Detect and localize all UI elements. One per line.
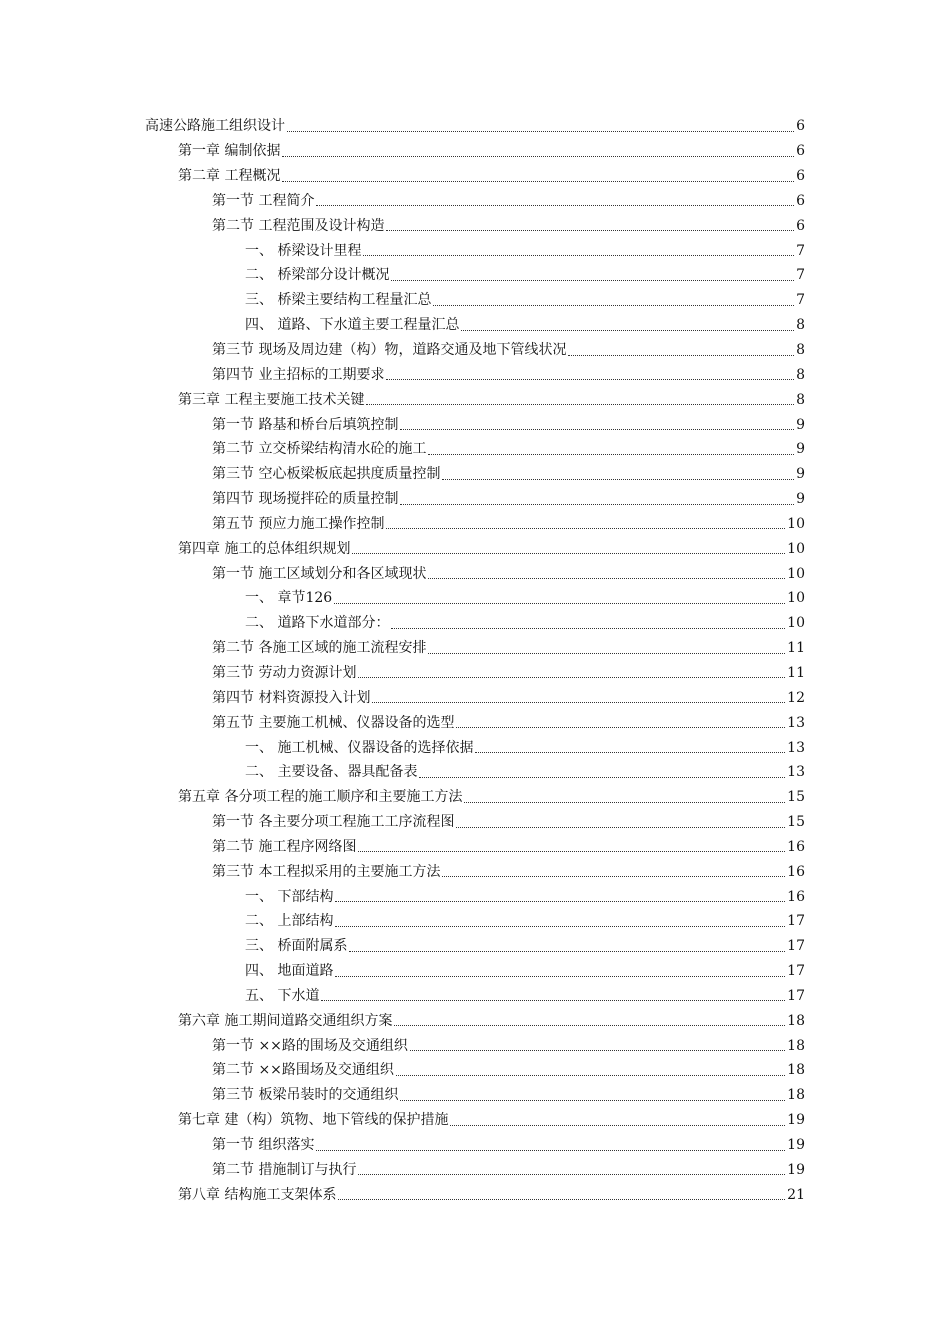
dot-leader (475, 751, 785, 753)
toc-entry-page: 16 (787, 863, 805, 880)
toc-entry[interactable] (0, 1157, 805, 1182)
toc-entry[interactable] (0, 934, 805, 959)
dot-leader (352, 552, 785, 554)
toc-entry-page: 13 (787, 739, 805, 756)
toc-entry-page: 15 (787, 814, 805, 831)
toc-entry-page: 7 (796, 267, 805, 284)
toc-entry-page: 11 (787, 664, 805, 681)
dot-leader (316, 204, 794, 206)
toc-entry-title: 一、 施工机械、仪器设备的选择依据 (245, 739, 474, 756)
toc-entry[interactable] (0, 909, 805, 934)
dot-leader (400, 428, 794, 430)
toc-entry-title: 第二节 措施制订与执行 (212, 1161, 357, 1178)
toc-entry[interactable] (0, 263, 805, 288)
toc-entry-title: 四、 地面道路 (245, 963, 334, 980)
toc-entry-page: 18 (787, 1012, 805, 1029)
dot-leader (428, 453, 794, 455)
dot-leader (394, 1024, 785, 1026)
toc-entry[interactable] (0, 1108, 805, 1133)
toc-entry[interactable] (0, 213, 805, 238)
toc-entry-title: 第三节 本工程拟采用的主要施工方法 (212, 863, 441, 880)
dot-leader (335, 925, 785, 927)
toc-entry-page: 15 (787, 789, 805, 806)
dot-leader (386, 378, 794, 380)
dot-leader (433, 304, 794, 306)
toc-entry-title: 第一章 编制依据 (178, 143, 281, 160)
toc-entry-title: 第三节 空心板梁板底起拱度质量控制 (212, 466, 441, 483)
dot-leader (456, 826, 785, 828)
toc-entry[interactable] (0, 238, 805, 263)
toc-entry-title: 第二节 工程范围及设计构造 (212, 217, 385, 234)
dot-leader (335, 975, 785, 977)
toc-entry[interactable] (0, 586, 805, 611)
dot-leader (282, 155, 794, 157)
toc-entry[interactable] (0, 512, 805, 537)
dot-leader (400, 1099, 785, 1101)
toc-entry[interactable] (0, 959, 805, 984)
toc-entry-page: 13 (787, 764, 805, 781)
dot-leader (568, 354, 794, 356)
toc-entry[interactable] (0, 810, 805, 835)
dot-leader (428, 577, 785, 579)
toc-entry-page: 10 (787, 615, 805, 632)
toc-entry-title: 第二节 立交桥梁结构清水砼的施工 (212, 441, 427, 458)
dot-leader (363, 254, 794, 256)
toc-entry[interactable] (0, 412, 805, 437)
toc-entry-page: 7 (796, 242, 805, 259)
dot-leader (358, 1173, 785, 1175)
toc-entry-title: 二、 主要设备、器具配备表 (245, 764, 418, 781)
toc-entry-page: 17 (787, 987, 805, 1004)
dot-leader (410, 1049, 785, 1051)
dot-leader (386, 527, 785, 529)
dot-leader (442, 478, 794, 480)
toc-entry-page: 8 (796, 317, 805, 334)
toc-entry-title: 第二节 ××路围场及交通组织 (212, 1062, 394, 1079)
toc-entry-page: 10 (787, 565, 805, 582)
toc-entry-page: 18 (787, 1062, 805, 1079)
toc-entry-title: 第四节 业主招标的工期要求 (212, 366, 385, 383)
toc-entry-title: 第三节 现场及周边建（构）物，道路交通及地下管线状况 (212, 342, 567, 359)
toc-entry-title: 二、 道路下水道部分： (245, 615, 390, 632)
toc-entry-page: 17 (787, 938, 805, 955)
dot-leader (450, 1124, 785, 1126)
toc-entry-page: 21 (787, 1186, 805, 1203)
toc-entry[interactable] (0, 710, 805, 735)
toc-entry-page: 8 (796, 366, 805, 383)
toc-entry-title: 三、 桥面附属系 (245, 938, 348, 955)
toc-entry-title: 三、 桥梁主要结构工程量汇总 (245, 292, 432, 309)
toc-entry-title: 第三节 板梁吊装时的交通组织 (212, 1087, 399, 1104)
toc-entry-title: 第五节 预应力施工操作控制 (212, 515, 385, 532)
toc-entry[interactable] (0, 139, 805, 164)
toc-entry-page: 6 (796, 118, 805, 135)
toc-entry-page: 10 (787, 590, 805, 607)
toc-entry[interactable] (0, 760, 805, 785)
toc-entry-title: 第三节 劳动力资源计划 (212, 664, 357, 681)
toc-entry[interactable] (0, 387, 805, 412)
toc-entry-title: 第八章 结构施工支架体系 (178, 1186, 337, 1203)
toc-entry[interactable] (0, 164, 805, 189)
dot-leader (419, 776, 785, 778)
dot-leader (358, 850, 785, 852)
toc-entry-title: 第五节 主要施工机械、仪器设备的选型 (212, 714, 455, 731)
toc-entry[interactable] (0, 437, 805, 462)
toc-entry-title: 第二节 各施工区域的施工流程安排 (212, 640, 427, 657)
toc-entry-page: 16 (787, 838, 805, 855)
dot-leader (400, 503, 794, 505)
toc-entry-title: 二、 桥梁部分设计概况 (245, 267, 390, 284)
toc-entry-page: 6 (796, 192, 805, 209)
dot-leader (287, 130, 794, 132)
toc-entry[interactable] (0, 685, 805, 710)
dot-leader (316, 1149, 785, 1151)
dot-leader (464, 801, 785, 803)
dot-leader (282, 180, 794, 182)
toc-entry-title: 一、 桥梁设计里程 (245, 242, 362, 259)
toc-entry-title: 第一节 施工区域划分和各区域现状 (212, 565, 427, 582)
toc-entry-page: 19 (787, 1137, 805, 1154)
dot-leader (396, 1074, 785, 1076)
toc-entry-page: 18 (787, 1037, 805, 1054)
toc-entry-title: 一、 章节126 (245, 590, 333, 607)
toc-entry-title: 四、 道路、下水道主要工程量汇总 (245, 317, 460, 334)
toc-entry[interactable] (0, 462, 805, 487)
toc-entry-title: 第六章 施工期间道路交通组织方案 (178, 1012, 393, 1029)
toc-entry[interactable] (0, 636, 805, 661)
toc-entry-page: 6 (796, 168, 805, 185)
toc-entry[interactable] (0, 859, 805, 884)
toc-entry[interactable] (0, 834, 805, 859)
toc-entry-title: 第七章 建（构）筑物、地下管线的保护措施 (178, 1112, 449, 1129)
toc-entry-page: 19 (787, 1112, 805, 1129)
toc-entry-title: 五、 下水道 (245, 987, 320, 1004)
toc-entry[interactable] (0, 1083, 805, 1108)
toc-entry[interactable] (0, 1008, 805, 1033)
dot-leader (334, 602, 785, 604)
dot-leader (461, 329, 794, 331)
dot-leader (428, 652, 785, 654)
toc-entry-page: 18 (787, 1087, 805, 1104)
dot-leader (391, 279, 794, 281)
dot-leader (456, 726, 785, 728)
toc-entry[interactable] (0, 288, 805, 313)
toc-entry-title: 第四章 施工的总体组织规划 (178, 540, 351, 557)
toc-entry[interactable] (0, 1133, 805, 1158)
dot-leader (372, 701, 785, 703)
toc-entry-title: 第四节 材料资源投入计划 (212, 689, 371, 706)
dot-leader (349, 950, 785, 952)
toc-entry[interactable] (0, 1058, 805, 1083)
toc-entry-title: 第三章 工程主要施工技术关键 (178, 391, 365, 408)
toc-entry-page: 9 (796, 491, 805, 508)
dot-leader (366, 403, 794, 405)
toc-entry[interactable] (0, 785, 805, 810)
toc-entry-page: 11 (787, 640, 805, 657)
toc-entry-page: 13 (787, 714, 805, 731)
table-of-contents (0, 114, 950, 1207)
toc-entry-title: 第一节 ××路的围场及交通组织 (212, 1037, 408, 1054)
dot-leader (358, 676, 785, 678)
toc-entry[interactable] (0, 661, 805, 686)
toc-entry-title: 第五章 各分项工程的施工顺序和主要施工方法 (178, 789, 463, 806)
dot-leader (442, 875, 785, 877)
dot-leader (335, 900, 785, 902)
toc-entry-page: 6 (796, 217, 805, 234)
toc-entry-title: 第二章 工程概况 (178, 168, 281, 185)
toc-entry[interactable] (0, 362, 805, 387)
toc-entry[interactable] (0, 338, 805, 363)
toc-entry[interactable] (0, 884, 805, 909)
toc-entry-title: 第四节 现场搅拌砼的质量控制 (212, 491, 399, 508)
toc-entry-title: 第二节 施工程序网络图 (212, 838, 357, 855)
toc-entry-page: 19 (787, 1161, 805, 1178)
toc-entry-page: 9 (796, 416, 805, 433)
dot-leader (391, 627, 785, 629)
toc-entry-title: 第一节 路基和桥台后填筑控制 (212, 416, 399, 433)
dot-leader (321, 999, 785, 1001)
toc-entry[interactable] (0, 487, 805, 512)
toc-entry[interactable] (0, 984, 805, 1009)
toc-entry[interactable] (0, 561, 805, 586)
toc-entry[interactable] (0, 611, 805, 636)
toc-entry-title: 第一节 各主要分项工程施工工序流程图 (212, 814, 455, 831)
toc-entry-page: 10 (787, 540, 805, 557)
toc-entry-page: 7 (796, 292, 805, 309)
toc-entry-page: 9 (796, 466, 805, 483)
toc-entry-page: 6 (796, 143, 805, 160)
toc-entry[interactable] (0, 735, 805, 760)
toc-entry-title: 二、 上部结构 (245, 913, 334, 930)
toc-entry-page: 8 (796, 391, 805, 408)
toc-entry[interactable] (0, 1033, 805, 1058)
dot-leader (338, 1198, 785, 1200)
toc-entry-title: 第一节 组织落实 (212, 1137, 315, 1154)
toc-entry[interactable] (0, 313, 805, 338)
dot-leader (386, 229, 794, 231)
toc-entry-page: 9 (796, 441, 805, 458)
toc-entry-page: 8 (796, 342, 805, 359)
toc-entry-page: 12 (787, 689, 805, 706)
toc-entry-title: 第一节 工程简介 (212, 192, 315, 209)
toc-entry[interactable] (0, 536, 805, 561)
toc-entry[interactable] (0, 1182, 805, 1207)
toc-entry-page: 17 (787, 963, 805, 980)
toc-entry[interactable] (0, 189, 805, 214)
toc-entry-page: 17 (787, 913, 805, 930)
toc-entry-page: 16 (787, 888, 805, 905)
toc-entry-title: 高速公路施工组织设计 (145, 118, 285, 135)
toc-entry[interactable] (0, 114, 805, 139)
toc-entry-title: 一、 下部结构 (245, 888, 334, 905)
toc-entry-page: 10 (787, 515, 805, 532)
